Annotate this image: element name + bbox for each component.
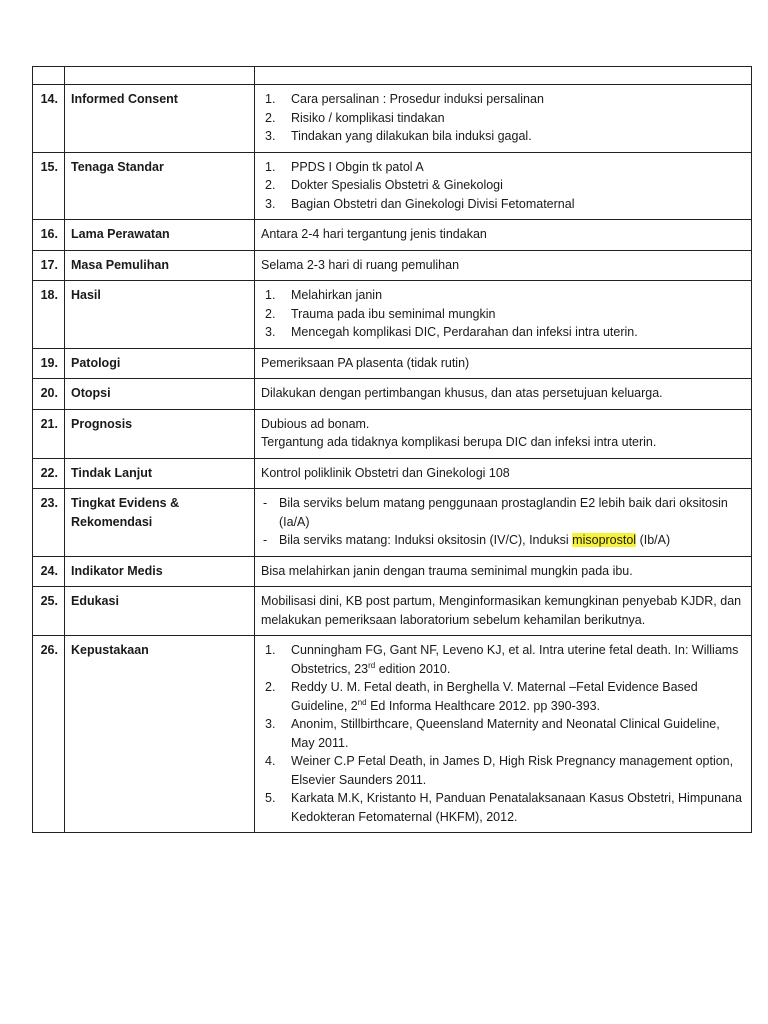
row-number: 19. (33, 348, 65, 379)
row-content: Dilakukan dengan pertimbangan khusus, dan atas persetujuan keluarga. (255, 379, 752, 410)
row-content: Pemeriksaan PA plasenta (tidak rutin) (255, 348, 752, 379)
row-number: 26. (33, 636, 65, 833)
row-title: Hasil (65, 281, 255, 349)
table-row (33, 379, 752, 410)
row-title: Tindak Lanjut (65, 458, 255, 489)
highlighted-term: misoprostol (572, 533, 637, 547)
row-title: Prognosis (65, 409, 255, 458)
row-number: 22. (33, 458, 65, 489)
row-number: 14. (33, 85, 65, 153)
row-number: 23. (33, 489, 65, 557)
table-row (33, 458, 752, 489)
row-title: Patologi (65, 348, 255, 379)
row-title: Lama Perawatan (65, 220, 255, 251)
row-content (255, 409, 752, 458)
table-row (33, 556, 752, 587)
bullet-icon: - (263, 496, 268, 510)
header-cell-no (33, 67, 65, 85)
row-title: Edukasi (65, 587, 255, 636)
row-content: Mobilisasi dini, KB post partum, Menginformasikan kemungkinan penyebab KJDR, dan melakukan pemeriksaan laboratorium sebelum kehamilan berikutnya. (255, 587, 752, 636)
numbered-list (261, 90, 745, 146)
reference-item: 4. Weiner C.P Fetal Death, in James D, High Risk Pregnancy management option, Elsevier Saunders 2011. (265, 754, 734, 787)
row-title: Informed Consent (65, 85, 255, 153)
header-cell-content (255, 67, 752, 85)
list-item: 1. Cara persalinan : Prosedur induksi persalinan (265, 92, 544, 106)
row-number: 16. (33, 220, 65, 251)
reference-item: 3. Anonim, Stillbirthcare, Queensland Maternity and Neonatal Clinical Guideline, May 2011. (265, 717, 720, 750)
table-row (33, 281, 752, 349)
list-item: 2. Dokter Spesialis Obstetri & Ginekologi (265, 178, 503, 192)
table-row (33, 250, 752, 281)
reference-item: 5. Karkata M.K, Kristanto H, Panduan Penatalaksanaan Kasus Obstetri, Himpunana Kedokteran Fetomaternal (HKFM), 2012. (265, 791, 742, 824)
row-title: Otopsi (65, 379, 255, 410)
row-content (255, 489, 752, 557)
table-row (33, 587, 752, 636)
numbered-list (261, 158, 745, 214)
row-number: 20. (33, 379, 65, 410)
list-item: 3. Bagian Obstetri dan Ginekologi Divisi Fetomaternal (265, 196, 575, 211)
content-line: Tergantung ada tidaknya komplikasi berupa DIC dan infeksi intra uterin. (261, 435, 657, 449)
list-item: 1. PPDS I Obgin tk patol A (265, 159, 424, 174)
row-title: Kepustakaan (65, 636, 255, 833)
row-content: Kontrol poliklinik Obstetri dan Ginekologi 108 (255, 458, 752, 489)
list-item: 3. Tindakan yang dilakukan bila induksi gagal. (265, 129, 532, 143)
row-title: Masa Pemulihan (65, 250, 255, 281)
row-content (255, 152, 752, 220)
reference-item: 1. Cunningham FG, Gant NF, Leveno KJ, et al. Intra uterine fetal death. In: Williams Obstetrics, 23rd edition 2010. (265, 643, 739, 676)
list-item: 1. Melahirkan janin (265, 288, 383, 302)
list-item: - Bila serviks matang: Induksi oksitosin (IV/C), Induksi misoprostol (Ib/A) (261, 531, 745, 550)
row-number: 24. (33, 556, 65, 587)
table-header-row (33, 67, 752, 85)
clinical-pathway-table (32, 66, 752, 833)
table-row (33, 489, 752, 557)
content-line: Dubious ad bonam. (261, 416, 370, 431)
list-item: 2. Trauma pada ibu seminimal mungkin (265, 306, 496, 321)
row-content: Bisa melahirkan janin dengan trauma seminimal mungkin pada ibu. (255, 556, 752, 587)
list-item: 2. Risiko / komplikasi tindakan (265, 110, 445, 125)
bullet-list (261, 494, 745, 550)
row-title: Tenaga Standar (65, 152, 255, 220)
row-title: Tingkat Evidens & Rekomendasi (65, 489, 255, 557)
row-content (255, 85, 752, 153)
reference-list (261, 641, 745, 826)
table-row (33, 636, 752, 833)
row-content (255, 281, 752, 349)
list-item: - Bila serviks belum matang penggunaan prostaglandin E2 lebih baik dari oksitosin (Ia/A) (261, 494, 745, 531)
row-number: 21. (33, 409, 65, 458)
header-cell-title (65, 67, 255, 85)
row-number: 18. (33, 281, 65, 349)
numbered-list (261, 286, 745, 342)
row-content (255, 636, 752, 833)
row-content: Antara 2-4 hari tergantung jenis tindakan (255, 220, 752, 251)
row-number: 15. (33, 152, 65, 220)
table-row (33, 152, 752, 220)
row-title: Indikator Medis (65, 556, 255, 587)
table-row (33, 85, 752, 153)
table-row (33, 220, 752, 251)
table-row (33, 409, 752, 458)
row-number: 25. (33, 587, 65, 636)
row-number: 17. (33, 250, 65, 281)
list-item: 3. Mencegah komplikasi DIC, Perdarahan dan infeksi intra uterin. (265, 325, 638, 339)
reference-item: 2. Reddy U. M. Fetal death, in Berghella V. Maternal –Fetal Evidence Based Guideline, 2nd Ed Informa Healthcare 2012. pp 390-393. (265, 680, 698, 713)
row-content: Selama 2-3 hari di ruang pemulihan (255, 250, 752, 281)
table-row (33, 348, 752, 379)
bullet-icon: - (263, 533, 268, 547)
